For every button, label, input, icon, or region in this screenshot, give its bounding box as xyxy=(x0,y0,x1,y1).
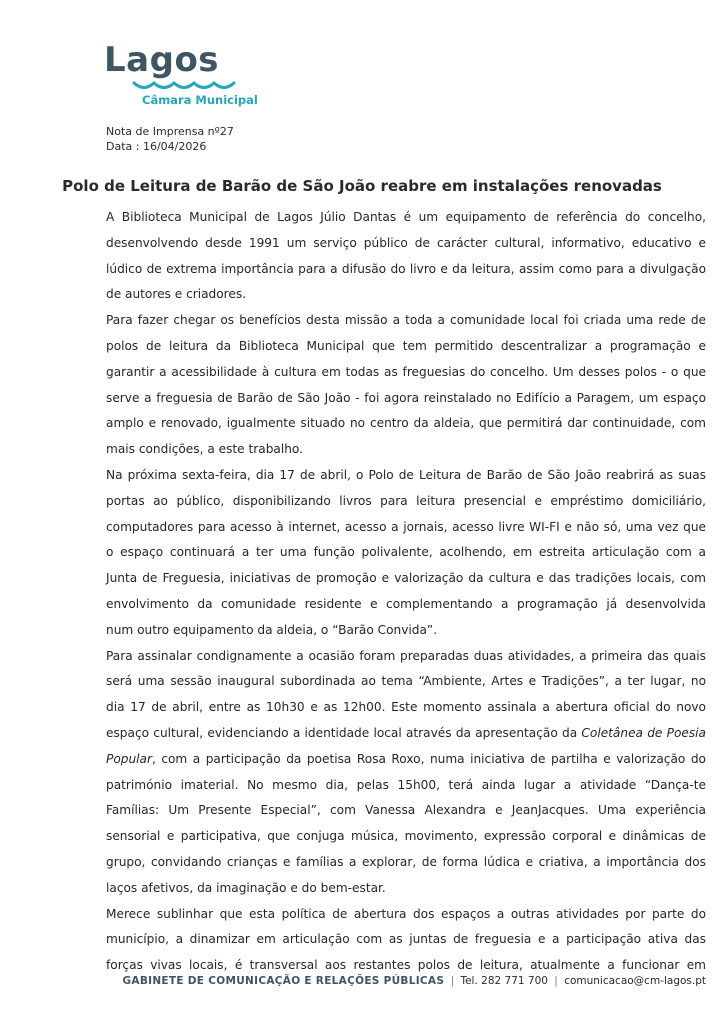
text-line: grupo, convidando crianças e famílias a explorar, de forma lúdica e criativa, a importância dos xyxy=(106,854,706,869)
logo-subtitle: Câmara Municipal xyxy=(142,93,258,107)
text-line: dia 17 de abril, entre as 10h30 e as 12h00. Este momento assinala a abertura oficial do novo xyxy=(106,700,706,715)
paragraph-5 xyxy=(106,902,706,979)
text-line: computadores para acesso à internet, acesso a jornais, acesso livre WI-FI e não só, uma vez que xyxy=(106,519,706,534)
text-line: será uma sessão inaugural subordinada ao tema “Ambiente, Artes e Tradições”, a ter lugar, no xyxy=(106,674,706,689)
text-line: envolvimento da comunidade residente e complementando a programação já desenvolvida xyxy=(106,596,706,611)
text-line: forças vivas locais, é transversal aos restantes polos de leitura, atualmente a funcionar em xyxy=(106,958,706,973)
text-line: serve a freguesia de Barão de São João - foi agora reinstalado no Edifício a Paragem, um espaço xyxy=(106,390,706,405)
lagos-logo xyxy=(104,40,258,110)
text-line: laços afetivos, da imaginação e do bem-estar. xyxy=(106,880,386,895)
text-line-with-italic xyxy=(106,721,706,747)
text-line: polos de leitura da Biblioteca Municipal que tem permitido descentralizar a programação e xyxy=(106,338,706,353)
text-line: Merece sublinhar que esta política de abertura dos espaços a outras atividades por parte do xyxy=(106,906,706,921)
footer-phone: Tel. 282 771 700 xyxy=(460,975,548,987)
press-body xyxy=(106,205,706,979)
press-note-number: Nota de Imprensa nº27 xyxy=(106,125,234,138)
footer-email: comunicacao@cm-lagos.pt xyxy=(564,975,706,987)
text-line: garantir a acessibilidade à cultura em todas as freguesias do concelho. Um desses polos - o que xyxy=(106,364,706,379)
text-line: sensorial e participativa, que conjuga música, movimento, expressão corporal e dinâmicas de xyxy=(106,829,706,844)
text-line: mais condições, a este trabalho. xyxy=(106,442,303,457)
press-meta xyxy=(106,124,234,154)
text-line: Para fazer chegar os benefícios desta missão a toda a comunidade local foi criada uma rede de xyxy=(106,313,706,328)
logo-wordmark: Lagos xyxy=(104,40,220,80)
paragraph-3 xyxy=(106,463,706,644)
text-line-with-italic xyxy=(106,747,706,773)
text-line: Na próxima sexta-feira, dia 17 de abril, o Polo de Leitura de Barão de São João reabrirá as suas xyxy=(106,467,706,482)
text-line: património imaterial. No mesmo dia, pelas 15h00, terá ainda lugar a atividade “Dança-te xyxy=(106,777,706,792)
text-line: município, a dinamizar em articulação com as juntas de freguesia e a participação ativa das xyxy=(106,932,706,947)
logo-waves-icon xyxy=(132,80,242,94)
text-line: Para assinalar condignamente a ocasião foram preparadas duas atividades, a primeira das quais xyxy=(106,648,706,663)
text-line: amplo e renovado, igualmente situado no centro da aldeia, que permitirá dar continuidade, com xyxy=(106,416,706,431)
text-line: num outro equipamento da aldeia, o “Barão Convida”. xyxy=(106,622,438,637)
text-segment: espaço cultural, evidenciando a identidade local através da apresentação da xyxy=(106,725,582,740)
book-title-italic: Coletânea de Poesia xyxy=(581,725,706,740)
footer-department: GABINETE DE COMUNICAÇÃO E RELAÇÕES PÚBLICAS xyxy=(122,975,445,987)
paragraph-4 xyxy=(106,644,706,902)
footer-separator: | xyxy=(554,975,558,987)
text-line: de autores e criadores. xyxy=(106,287,247,302)
text-line: o espaço continuará a ter uma função polivalente, acolhendo, em estreita articulação com a xyxy=(106,545,706,560)
text-line: Junta de Freguesia, iniciativas de promoção e valorização da cultura e das tradições locais, com xyxy=(106,571,706,586)
paragraph-2 xyxy=(106,308,706,463)
text-segment: , com a participação da poetisa Rosa Roxo, numa iniciativa de partilha e valorização do xyxy=(151,751,706,766)
text-line: Famílias: Um Presente Especial”, com Vanessa Alexandra e JeanJacques. Uma experiência xyxy=(106,803,706,818)
footer-separator: | xyxy=(450,975,455,987)
paragraph-1 xyxy=(106,205,706,308)
text-line: A Biblioteca Municipal de Lagos Júlio Dantas é um equipamento de referência do concelho, xyxy=(106,210,706,224)
text-line: lúdico de extrema importância para a difusão do livro e da leitura, assim como para a divulgação xyxy=(106,261,706,276)
press-title: Polo de Leitura de Barão de São João reabre em instalações renovadas xyxy=(62,177,662,195)
press-date: Data : 16/04/2026 xyxy=(106,140,207,153)
text-line: portas ao público, disponibilizando livros para leitura presencial e empréstimo domiciliário, xyxy=(106,493,706,508)
book-title-italic: Popular xyxy=(106,751,152,766)
footer-contact xyxy=(0,975,706,987)
text-line: desenvolvendo desde 1991 um serviço público de carácter cultural, informativo, educativo e xyxy=(106,235,706,250)
